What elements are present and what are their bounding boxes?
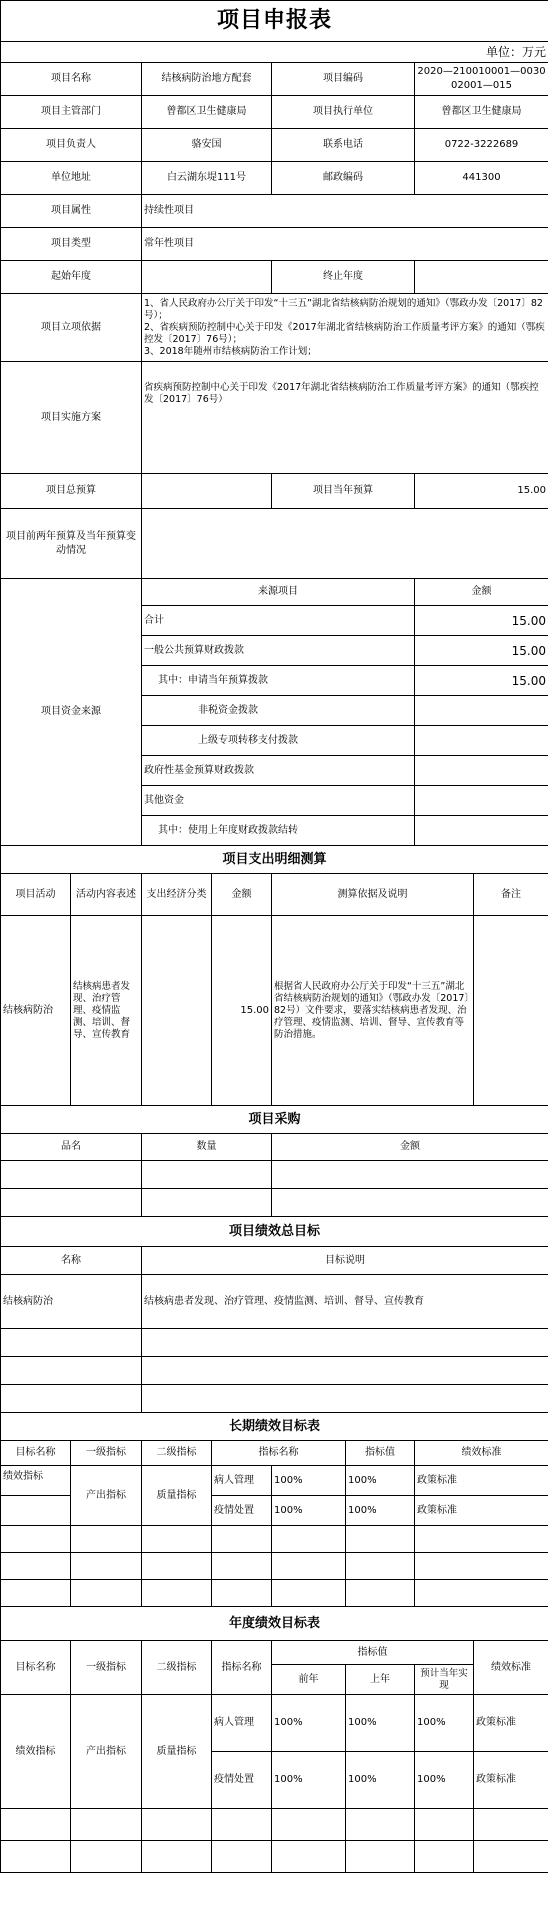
expense-header: 备注: [474, 874, 548, 916]
owner-label: 项目负责人: [1, 129, 142, 162]
longterm-cell: [212, 1526, 272, 1553]
end-label: 终止年度: [272, 261, 415, 294]
longterm-cell: [212, 1580, 272, 1607]
annual-cell: [71, 1809, 142, 1841]
longterm-ind-value: 100%: [272, 1466, 346, 1496]
longterm-ind-std: 政策标准: [415, 1466, 548, 1496]
longterm-ind-name: 疫情处置: [212, 1496, 272, 1526]
longterm-title: 长期绩效目标表: [1, 1413, 548, 1441]
longterm-target: 绩效指标: [1, 1466, 71, 1496]
annual-header: 二级指标: [142, 1641, 212, 1695]
funds-row-name: 其他资金: [142, 786, 415, 816]
addr-label: 单位地址: [1, 162, 142, 195]
annual-cell: [142, 1809, 212, 1841]
annual-ind-name: 疫情处置: [212, 1752, 272, 1809]
annual-cell: [415, 1809, 474, 1841]
basis-line-3: 3、2018年随州市结核病防治工作计划；: [144, 345, 317, 357]
longterm-header: 二级指标: [142, 1441, 212, 1466]
annual-ind-cur: 100%: [415, 1752, 474, 1809]
longterm-cell: [415, 1553, 548, 1580]
annual-cell: [346, 1809, 415, 1841]
funds-row-amount: [415, 726, 548, 756]
funds-row-name: 合计: [142, 606, 415, 636]
annual-cell: [272, 1809, 346, 1841]
annual-header: 绩效标准: [474, 1641, 548, 1695]
longterm-lvl2: 质量指标: [142, 1466, 212, 1526]
longterm-header: 指标值: [346, 1441, 415, 1466]
longterm-cell: [142, 1553, 212, 1580]
overall-name: 结核病防治: [1, 1275, 142, 1329]
addr-value: 白云湖东堤111号: [142, 162, 272, 195]
longterm-cell: [71, 1580, 142, 1607]
funds-row-name: 非税资金拨款: [142, 696, 415, 726]
annual-ind-prev2: 100%: [272, 1752, 346, 1809]
unit-label: 单位：万元: [1, 42, 548, 63]
funds-col-amount: 金额: [415, 579, 548, 606]
longterm-cell: [346, 1553, 415, 1580]
overall-header: 名称: [1, 1247, 142, 1275]
purchase-cell: [1, 1161, 142, 1189]
longterm-cell: [142, 1580, 212, 1607]
annual-ind-prev2: 100%: [272, 1695, 346, 1752]
purchase-cell: [1, 1189, 142, 1217]
longterm-cell: [71, 1553, 142, 1580]
longterm-header: 目标名称: [1, 1441, 71, 1466]
purchase-header: 金额: [272, 1134, 548, 1161]
longterm-cell: [1, 1553, 71, 1580]
expense-header: 活动内容表述: [71, 874, 142, 916]
exec-value: 曾都区卫生健康局: [415, 96, 548, 129]
name-label: 项目名称: [1, 63, 142, 96]
name-value: 结核病防治地方配套: [142, 63, 272, 96]
longterm-cell: [1, 1496, 71, 1526]
start-label: 起始年度: [1, 261, 142, 294]
expense-header: 支出经济分类: [142, 874, 212, 916]
annual-cell: [71, 1841, 142, 1873]
longterm-header: 绩效标准: [415, 1441, 548, 1466]
expense-header: 测算依据及说明: [272, 874, 474, 916]
longterm-cell: [142, 1526, 212, 1553]
total-label: 项目总预算: [1, 474, 142, 509]
overall-desc: 结核病患者发现、治疗管理、疫情监测、培训、督导、宣传教育: [142, 1275, 548, 1329]
annual-header: 一级指标: [71, 1641, 142, 1695]
annual-subheader: 前年: [272, 1665, 346, 1695]
purchase-cell: [272, 1161, 548, 1189]
overall-cell: [142, 1385, 548, 1413]
change-label: 项目前两年预算及当年预算变动情况: [1, 509, 142, 579]
annual-title: 年度绩效目标表: [1, 1607, 548, 1641]
annual-header: 指标值: [272, 1641, 474, 1665]
longterm-cell: [415, 1526, 548, 1553]
annual-cell: [474, 1841, 548, 1873]
funds-row-name: 其中：使用上年度财政拨款结转: [142, 816, 415, 846]
dept-value: 曾都区卫生健康局: [142, 96, 272, 129]
annual-cell: [212, 1841, 272, 1873]
annual-header: 目标名称: [1, 1641, 71, 1695]
annual-cell: [212, 1809, 272, 1841]
longterm-ind-value: 100%: [346, 1496, 415, 1526]
cur-value: 15.00: [415, 474, 548, 509]
funds-label: 项目资金来源: [1, 579, 142, 846]
owner-value: 骆安国: [142, 129, 272, 162]
purchase-cell: [142, 1189, 272, 1217]
longterm-cell: [1, 1526, 71, 1553]
basis-label: 项目立项依据: [1, 294, 142, 362]
longterm-ind-std: 政策标准: [415, 1496, 548, 1526]
page-title: 项目申报表: [1, 1, 548, 42]
type-value: 常年性项目: [142, 228, 548, 261]
funds-row-amount: [415, 816, 548, 846]
longterm-cell: [272, 1580, 346, 1607]
code-label: 项目编码: [272, 63, 415, 96]
funds-row-name: 一般公共预算财政拨款: [142, 636, 415, 666]
purchase-header: 数量: [142, 1134, 272, 1161]
expense-note: [474, 916, 548, 1106]
annual-cell: [272, 1841, 346, 1873]
annual-target: 绩效指标: [1, 1695, 71, 1809]
annual-ind-name: 病人管理: [212, 1695, 272, 1752]
basis-value: [142, 294, 548, 362]
annual-lvl1: 产出指标: [71, 1695, 142, 1809]
annual-ind-std: 政策标准: [474, 1695, 548, 1752]
longterm-cell: [71, 1526, 142, 1553]
end-value: [415, 261, 548, 294]
funds-row-amount: 15.00: [415, 666, 548, 696]
annual-ind-prev1: 100%: [346, 1752, 415, 1809]
overall-cell: [1, 1357, 142, 1385]
annual-cell: [142, 1841, 212, 1873]
phone-value: 0722-3222689: [415, 129, 548, 162]
annual-ind-prev1: 100%: [346, 1695, 415, 1752]
annual-cell: [474, 1809, 548, 1841]
total-value: [142, 474, 272, 509]
basis-line-2: 2、省疾病预防控制中心关于印发《2017年湖北省结核病防治工作质量考评方案》的通知（鄂疾控发〔2017〕76号）；: [144, 321, 545, 345]
plan-label: 项目实施方案: [1, 362, 142, 474]
annual-cell: [1, 1841, 71, 1873]
annual-cell: [415, 1841, 474, 1873]
expense-header: 金额: [212, 874, 272, 916]
expense-header: 项目活动: [1, 874, 71, 916]
overall-cell: [1, 1385, 142, 1413]
annual-ind-std: 政策标准: [474, 1752, 548, 1809]
purchase-cell: [272, 1189, 548, 1217]
longterm-cell: [415, 1580, 548, 1607]
dept-label: 项目主管部门: [1, 96, 142, 129]
start-value: [142, 261, 272, 294]
zip-value: 441300: [415, 162, 548, 195]
annual-subheader: 预计当年实现: [415, 1665, 474, 1695]
longterm-lvl1: 产出指标: [71, 1466, 142, 1526]
expense-title: 项目支出明细测算: [1, 846, 548, 874]
annual-subheader: 上年: [346, 1665, 415, 1695]
basis-line-1: 1、省人民政府办公厅关于印发“十三五”湖北省结核病防治规划的通知》（鄂政办发〔2017〕82号）；: [144, 297, 543, 321]
attr-label: 项目属性: [1, 195, 142, 228]
purchase-title: 项目采购: [1, 1106, 548, 1134]
cur-label: 项目当年预算: [272, 474, 415, 509]
longterm-cell: [1, 1580, 71, 1607]
longterm-cell: [212, 1553, 272, 1580]
code-value: 2020—210010001—003002001—015: [415, 63, 548, 96]
funds-row-amount: 15.00: [415, 606, 548, 636]
funds-row-amount: [415, 786, 548, 816]
annual-cell: [346, 1841, 415, 1873]
type-label: 项目类型: [1, 228, 142, 261]
longterm-cell: [346, 1526, 415, 1553]
annual-cell: [1, 1809, 71, 1841]
overall-cell: [142, 1357, 548, 1385]
expense-basis: 根据省人民政府办公厅关于印发“十三五”湖北省结核病防治规划的通知》（鄂政办发〔2017〕82号）文件要求，要落实结核病患者发现、治疗管理、疫情监测、培训、督导、宣传教育等防治措施。: [272, 916, 474, 1106]
longterm-header: 指标名称: [212, 1441, 346, 1466]
overall-title: 项目绩效总目标: [1, 1217, 548, 1247]
funds-row-name: 上级专项转移支付拨款: [142, 726, 415, 756]
annual-header: 指标名称: [212, 1641, 272, 1695]
exec-label: 项目执行单位: [272, 96, 415, 129]
expense-content: 结核病患者发现、治疗管理、疫情监测、培训、督导、宣传教育: [71, 916, 142, 1106]
attr-value: 持续性项目: [142, 195, 548, 228]
funds-row-amount: [415, 756, 548, 786]
longterm-cell: [346, 1580, 415, 1607]
plan-value: 省疾病预防控制中心关于印发《2017年湖北省结核病防治工作质量考评方案》的通知（鄂疾控发〔2017〕76号）: [142, 362, 548, 474]
annual-lvl2: 质量指标: [142, 1695, 212, 1809]
longterm-cell: [272, 1553, 346, 1580]
expense-activity: 结核病防治: [1, 916, 71, 1106]
longterm-header: 一级指标: [71, 1441, 142, 1466]
funds-row-amount: 15.00: [415, 636, 548, 666]
longterm-cell: [272, 1526, 346, 1553]
change-value: [142, 509, 548, 579]
overall-header: 目标说明: [142, 1247, 548, 1275]
expense-amount: 15.00: [212, 916, 272, 1106]
phone-label: 联系电话: [272, 129, 415, 162]
annual-ind-cur: 100%: [415, 1695, 474, 1752]
purchase-cell: [142, 1161, 272, 1189]
longterm-ind-name: 病人管理: [212, 1466, 272, 1496]
funds-row-amount: [415, 696, 548, 726]
expense-econ: [142, 916, 212, 1106]
overall-cell: [142, 1329, 548, 1357]
funds-col-source: 来源项目: [142, 579, 415, 606]
longterm-ind-value: 100%: [346, 1466, 415, 1496]
purchase-header: 品名: [1, 1134, 142, 1161]
overall-cell: [1, 1329, 142, 1357]
zip-label: 邮政编码: [272, 162, 415, 195]
funds-row-name: 其中：申请当年预算拨款: [142, 666, 415, 696]
longterm-ind-value: 100%: [272, 1496, 346, 1526]
funds-row-name: 政府性基金预算财政拨款: [142, 756, 415, 786]
